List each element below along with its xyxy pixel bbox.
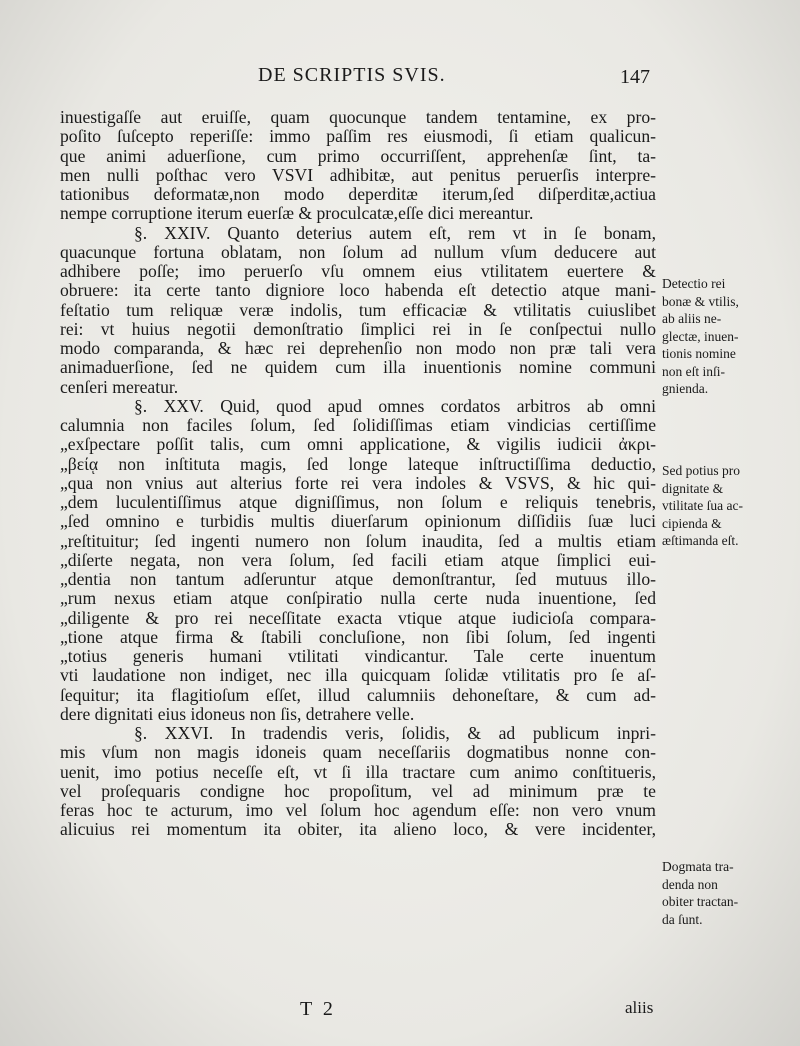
- margin-note-line: tionis nomine: [662, 346, 736, 361]
- page-number: 147: [620, 66, 650, 88]
- text-line: uenit, imo potius neceſſe eſt, vt ſi illa tractare cum animo conſtitueris,: [60, 761, 656, 782]
- text-line: „rum nexus etiam atque conſpiratio nulla certe nuda inuentione, ſed: [60, 588, 656, 609]
- text-line: „exſpectare poſſit talis, cum omni applicatione, & vigilis iudicii ἀκρι-: [60, 434, 656, 455]
- text-line: vti laudatione non indiget, nec illa quicquam ſolidæ vtilitatis pro ſe aſ-: [60, 665, 656, 686]
- signature-mark: T 2: [300, 998, 336, 1020]
- text-line: „dem luculentiſſimus atque digniſſimus, non ſolum e reliquis tenebris,: [60, 492, 656, 512]
- text-line: feſtatio tum reliquæ veræ indolis, tum efficaciæ & vtilitatis cuiuslibet: [60, 299, 656, 320]
- margin-note-detectio: [662, 275, 772, 398]
- text-line: mis vſum non magis idoneis quam neceſſariis dogmatibus nonne con-: [60, 742, 656, 763]
- text-line: cenſeri mereatur.: [60, 376, 179, 397]
- margin-note-line: da ſunt.: [662, 911, 703, 927]
- text-line: quacunque fortuna oblatam, non ſolum ad nullum vſum deducere aut: [60, 241, 656, 262]
- margin-note-sed-potius: [662, 462, 772, 550]
- section-heading-line: §. XXVI. In tradendis veris, ſolidis, & ad publicum inpri-: [134, 723, 656, 743]
- margin-note-line: obiter tractan-: [662, 894, 739, 909]
- section-heading-line: §. XXIV. Quanto deterius autem eſt, rem vt in ſe bonam,: [134, 222, 656, 243]
- text-line: obruere: ita certe tanto digniore loco habenda eſt detectio atque mani-: [60, 280, 656, 301]
- margin-note-line: denda non: [662, 876, 718, 892]
- margin-note-line: glectæ, inuen-: [662, 328, 739, 344]
- text-line: nempe corruptione iterum euerſæ & proculcatæ,eſſe dici mereantur.: [60, 203, 534, 224]
- margin-note-line: Detectio rei: [662, 276, 726, 291]
- text-line: vel proſequaris condigne hoc propoſitum, vel ad minimum præ te: [60, 780, 656, 801]
- running-head-title: DE SCRIPTIS SVIS.: [258, 64, 446, 86]
- text-line: adhibere poſſe; imo peruerſo vſu omnem eius vtilitatem euertere &: [60, 261, 656, 281]
- text-line: ſequitur; ita flagitioſum eſſet, illud calumniis dehoneſtare, & cum ad-: [60, 684, 656, 705]
- text-line: „tione atque firma & ſtabili concluſione, non ſibi ſolum, ſed ingenti: [60, 626, 656, 647]
- text-line: „totius generis humani vtilitati vindicantur. Tale certe inuentum: [60, 646, 656, 666]
- text-line: rei: vt huius negotii demonſtratio ſimplici rei in ſe conſpectui nullo: [60, 318, 656, 339]
- text-line: modo comparanda, & hæc rei deprehenſio non modo non præ tali vera: [60, 338, 656, 358]
- margin-note-line: cipienda &: [662, 515, 722, 531]
- text-line: alicuius rei momentum ita obiter, ita alieno loco, & vere incidenter,: [60, 819, 656, 840]
- margin-note-line: bonæ & vtilis,: [662, 293, 739, 309]
- text-line: „dentia non tantum adſeruntur atque demonſtrantur, ſed mutuus illo-: [60, 569, 656, 589]
- text-line: calumnia non faciles ſolum, ſed ſolidiſſimas etiam vindicias certiſſime: [60, 415, 656, 435]
- text-line: dere dignitati eius idoneus non ſis, detrahere velle.: [60, 703, 415, 724]
- text-line: inuestigaſſe aut eruiſſe, quam quocunque tandem tentamine, ex pro-: [60, 107, 656, 127]
- body-text: [60, 108, 656, 840]
- section-heading-line: §. XXV. Quid, quod apud omnes cordatos arbitros ab omni: [134, 395, 656, 416]
- text-line: „qua non vnius aut alterius forte rei vera indoles & VSVS, & hic qui-: [60, 472, 656, 493]
- margin-note-line: vtilitate ſua ac-: [662, 498, 743, 513]
- text-line: que animi aduerſione, cum primo occurriſſent, apprehenſæ ſint, ta-: [60, 145, 656, 166]
- text-line: tationibus deformatæ,non modo deperditæ iterum,ſed diſperditæ,actiua: [60, 184, 656, 204]
- margin-note-line: Dogmata tra-: [662, 859, 734, 874]
- text-line: „diligente & pro rei neceſſitate exacta vtique atque iudicioſa compara-: [60, 607, 656, 628]
- catchword: aliis: [625, 998, 654, 1017]
- margin-note-line: dignitate &: [662, 480, 724, 496]
- margin-note-line: Sed potius pro: [662, 463, 741, 478]
- text-line: feras hoc te acturum, imo vel ſolum hoc agendum eſſe: non vero vnum: [60, 800, 656, 820]
- text-line: men nulli poſthac vero VSVI adhibitæ, aut penitus peruerſis interpre-: [60, 164, 656, 185]
- text-line: animaduerſione, ſed ne quidem cum illa inuentionis nomine communi: [60, 357, 656, 378]
- text-line: „reſtituitur; ſed ingenti numero non ſolum inaudita, ſed a multis etiam: [60, 530, 656, 551]
- margin-note-line: ab aliis ne-: [662, 311, 722, 326]
- text-line: „diſerte negata, non vera ſolum, ſed facili etiam atque ſimplici eui-: [60, 549, 656, 570]
- margin-note-dogmata: [662, 858, 772, 928]
- margin-note-line: non eſt inſi-: [662, 363, 725, 379]
- margin-note-line: æſtimanda eſt.: [662, 533, 739, 548]
- text-line: poſito ſuſcepto reperiſſe: immo paſſim res eiusmodi, ſi etiam qualicun-: [60, 126, 656, 147]
- text-line: „ſed omnino e turbidis multis diuerſarum opinionum diſſidiis ſuæ luci: [60, 511, 656, 532]
- text-line: „βείᾳ non inſtituta magis, ſed longe lateque inſtructiſſima deductio,: [60, 453, 656, 474]
- margin-note-line: gnienda.: [662, 381, 709, 396]
